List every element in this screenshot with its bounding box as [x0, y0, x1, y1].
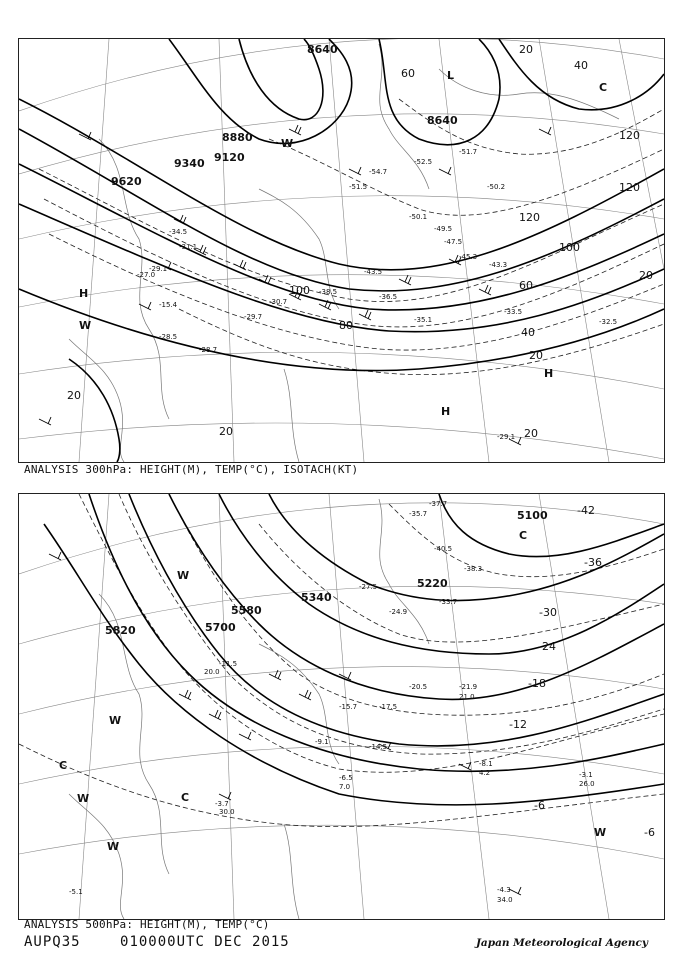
temp-label: -43.5 [364, 268, 383, 276]
temp-label: -6.5 [339, 774, 353, 782]
isotach-label: 20 [524, 427, 538, 440]
temp-label: 20.0 [204, 668, 220, 676]
temp-label: 26.0 [579, 780, 595, 788]
temp-label: -29.1 [149, 265, 168, 273]
chart-code: AUPQ35 [24, 934, 81, 950]
warm-symbol: W [594, 826, 607, 839]
temp-label: -24.9 [389, 608, 408, 616]
high-pressure-symbol: H [544, 367, 554, 380]
temp-label: -29.1 [497, 433, 516, 441]
isotach-label: 20 [67, 389, 81, 402]
temp-label: 7.0 [339, 783, 351, 791]
isotach-label: 60 [519, 279, 533, 292]
temp-label: -54.7 [369, 168, 388, 176]
temp-label: -50.2 [487, 183, 506, 191]
high-pressure-symbol: H [441, 405, 451, 418]
temp-label: -14.5 [369, 743, 388, 751]
isotherm-label: -24 [538, 640, 556, 653]
chart-datetime: 010000UTC DEC 2015 [120, 934, 290, 950]
caption-300hpa: ANALYSIS 300hPa: HEIGHT(M), TEMP(°C), ISOTACH(KT) [24, 463, 359, 476]
temp-label: -8.1 [479, 760, 493, 768]
temp-label: -30.7 [269, 298, 288, 306]
temp-label: -28.5 [159, 333, 178, 341]
height-label: 8640 [427, 114, 458, 127]
isotherm-label: -30 [539, 606, 557, 619]
height-contours-500 [44, 494, 664, 805]
height-label: 9340 [174, 157, 205, 170]
temp-label: -21.9 [459, 683, 478, 691]
map-panel-300hpa [18, 38, 665, 463]
height-label: 5340 [301, 591, 332, 604]
height-label: 8640 [307, 43, 338, 56]
isotach-label: 20 [519, 43, 533, 56]
height-label: 5820 [105, 624, 136, 637]
temp-label: -50.1 [409, 213, 428, 221]
temp-label: -51.7 [459, 148, 478, 156]
temp-label: -17.5 [379, 703, 398, 711]
temp-label: -37.7 [429, 500, 448, 508]
temp-label: -20.5 [409, 683, 428, 691]
temp-label: -29.7 [244, 313, 263, 321]
isotherm-label: -6 [644, 826, 655, 839]
temp-label: -34.5 [169, 228, 188, 236]
temp-label: -27.5 [359, 583, 378, 591]
warm-symbol: W [177, 569, 190, 582]
warm-symbol: W [79, 319, 92, 332]
temp-label: -11.5 [219, 660, 238, 668]
isotach-label: 120 [519, 211, 540, 224]
temp-label: -49.5 [434, 225, 453, 233]
warm-symbol: W [281, 137, 294, 150]
height-label: 5100 [517, 509, 548, 522]
isotherm-label: -6 [534, 799, 545, 812]
isotherms-300 [39, 99, 664, 375]
chart-300hpa [19, 39, 664, 462]
temp-label: 34.0 [497, 896, 513, 904]
temp-label: -31.1 [179, 243, 198, 251]
cold-symbol: C [599, 81, 608, 94]
temp-label: -35.7 [409, 510, 428, 518]
height-label: 9120 [214, 151, 245, 164]
low-pressure-symbol: L [447, 69, 455, 82]
isotach-label: 120 [619, 129, 640, 142]
temp-label: -35.1 [414, 316, 433, 324]
isotherm-label: -42 [577, 504, 595, 517]
temp-label: -38.5 [319, 288, 338, 296]
height-label: 9620 [111, 175, 142, 188]
warm-symbol: W [77, 792, 90, 805]
temp-label: -28.7 [199, 346, 218, 354]
cold-symbol: C [519, 529, 528, 542]
isotach-label: 100 [289, 284, 310, 297]
map-panel-500hpa [18, 493, 665, 920]
isotach-label: 20 [529, 349, 543, 362]
cold-symbol: C [181, 791, 190, 804]
temp-label: 30.0 [219, 808, 235, 816]
isotach-label: 20 [219, 425, 233, 438]
temp-label: -27.0 [137, 271, 156, 279]
height-label: 5580 [231, 604, 262, 617]
coastlines-500 [69, 499, 429, 919]
temp-label: -4.3 [497, 886, 511, 894]
temp-label: -52.5 [414, 158, 433, 166]
temp-label: -45.3 [459, 253, 478, 261]
temp-label: -51.5 [349, 183, 368, 191]
isotach-label: 20 [639, 269, 653, 282]
isotherm-label: -18 [528, 677, 546, 690]
height-label: 5220 [417, 577, 448, 590]
temp-label: -40.5 [434, 545, 453, 553]
temp-label: -33.5 [504, 308, 523, 316]
warm-symbol: W [107, 840, 120, 853]
isotach-label: 40 [521, 326, 535, 339]
caption-500hpa: ANALYSIS 500hPa: HEIGHT(M), TEMP(°C) [24, 918, 270, 931]
temp-label: -43.3 [489, 261, 508, 269]
agency-name: Japan Meteorological Agency [475, 937, 648, 949]
temp-label: -15.4 [159, 301, 178, 309]
temp-label: 21.0 [459, 693, 475, 701]
isotherm-label: -12 [509, 718, 527, 731]
height-label: 8880 [222, 131, 253, 144]
temp-label: -3.1 [579, 771, 593, 779]
temp-label: -36.5 [379, 293, 398, 301]
isotach-label: 60 [401, 67, 415, 80]
temp-label: -33.7 [439, 598, 458, 606]
isotach-label: 100 [559, 241, 580, 254]
temp-label: -3.7 [215, 800, 229, 808]
isotach-label: 120 [619, 181, 640, 194]
cold-symbol: C [59, 759, 68, 772]
height-label: 5700 [205, 621, 236, 634]
high-pressure-symbol: H [79, 287, 89, 300]
temp-label: -38.3 [464, 565, 483, 573]
isotach-label: 80 [339, 319, 353, 332]
warm-symbol: W [109, 714, 122, 727]
chart-500hpa [19, 494, 664, 919]
temp-label: -5.1 [69, 888, 83, 896]
temp-label: -32.5 [599, 318, 618, 326]
isotherm-label: -36 [584, 556, 602, 569]
chart-id-line [24, 934, 290, 950]
isotach-label: 40 [574, 59, 588, 72]
temp-label: -9.1 [315, 738, 329, 746]
temp-label: -15.7 [339, 703, 358, 711]
temp-label: 4.2 [479, 769, 491, 777]
temp-label: -47.5 [444, 238, 463, 246]
